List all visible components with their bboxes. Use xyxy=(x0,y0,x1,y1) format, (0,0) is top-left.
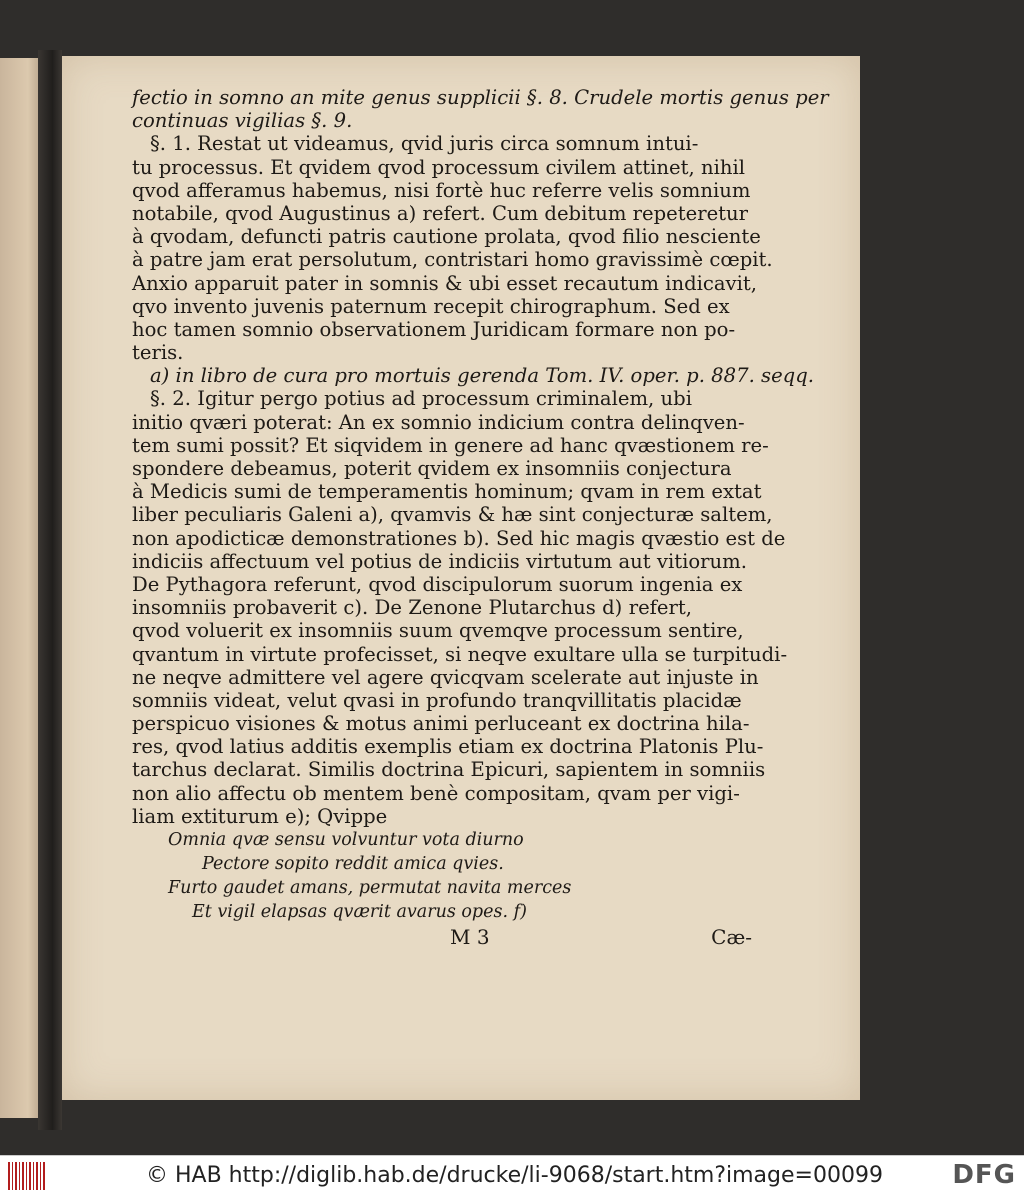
text-line: tem sumi possit? Et siqvidem in genere ad hanc qvæstionem re- xyxy=(132,433,769,457)
text-line: fectio in somno an mite genus supplicii §. 8. Crudele mortis genus per xyxy=(132,86,829,109)
text-line: §. 2. Igitur pergo potius ad processum criminalem, ubi xyxy=(150,387,692,411)
footnote: a) in libro de cura pro mortuis gerenda Tom. IV. oper. p. 887. seqq. xyxy=(150,364,814,388)
page-text xyxy=(132,86,829,956)
text-line: qvantum in virtute profecisset, si neqve exultare ulla se turpitudi- xyxy=(132,642,788,666)
text-line: non alio affectu ob mentem benè compositam, qvam per vigi- xyxy=(132,781,740,805)
verse-line: Et vigil elapsas qværit avarus opes. f) xyxy=(192,902,527,922)
text-line: qvo invento juvenis paternum recepit chirographum. Sed ex xyxy=(132,294,730,318)
verse-line: Furto gaudet amans, permutat navita merces xyxy=(168,878,572,898)
text-line: somniis videat, velut qvasi in profundo tranqvillitatis placidæ xyxy=(132,688,742,712)
text-line: §. 1. Restat ut videamus, qvid juris circa somnum intui- xyxy=(150,132,699,156)
hab-logo-icon xyxy=(8,1162,46,1190)
text-line: teris. xyxy=(132,341,184,365)
text-line: Anxio apparuit pater in somnis & ubi esset recautum indicavit, xyxy=(132,271,757,295)
facing-page-edge xyxy=(0,58,40,1118)
signature-mark: M 3 xyxy=(450,925,490,949)
text-line: indiciis affectuum vel potius de indiciis virtutum aut vitiorum. xyxy=(132,549,747,573)
text-line: à Medicis sumi de temperamentis hominum; qvam in rem extat xyxy=(132,480,762,504)
text-line: à patre jam erat persolutum, contristari homo gravissimè cœpit. xyxy=(132,248,773,272)
text-line: insomniis probaverit c). De Zenone Plutarchus d) refert, xyxy=(132,596,692,620)
text-line: continuas vigilias §. 9. xyxy=(132,109,353,133)
text-line: initio qværi poterat: An ex somnio indicium contra delinqven- xyxy=(132,410,745,434)
text-line: perspicuo visiones & motus animi perluceant ex doctrina hila- xyxy=(132,712,750,736)
verse-line: Pectore sopito reddit amica qvies. xyxy=(202,854,504,874)
dfg-logo: DFG xyxy=(952,1160,1016,1190)
text-line: De Pythagora referunt, qvod discipulorum suorum ingenia ex xyxy=(132,572,743,596)
book-page xyxy=(62,56,860,1100)
text-line: qvod voluerit ex insomniis suum qvemqve processum sentire, xyxy=(132,619,744,643)
text-line: hoc tamen somnio observationem Juridicam formare non po- xyxy=(132,317,736,341)
page-footer-marks xyxy=(132,925,752,956)
text-line: ne neqve admittere vel agere qvicqvam scelerate aut injuste in xyxy=(132,665,759,689)
text-line: res, qvod latius additis exemplis etiam ex doctrina Platonis Plu- xyxy=(132,735,764,759)
text-line: spondere debeamus, poterit qvidem ex insomniis conjectura xyxy=(132,457,732,480)
text-line: tu processus. Et qvidem qvod processum civilem attinet, nihil xyxy=(132,155,745,179)
text-line: tarchus declarat. Similis doctrina Epicuri, sapientem in somniis xyxy=(132,758,766,782)
text-line: qvod afferamus habemus, nisi fortè huc referre velis somnium xyxy=(132,178,751,202)
text-line: notabile, qvod Augustinus a) refert. Cum debitum repeteretur xyxy=(132,201,749,225)
text-line: à qvodam, defuncti patris cautione prolata, qvod filio nesciente xyxy=(132,225,761,249)
catchword: Cæ- xyxy=(711,925,752,949)
verse-line: Omnia qvæ sensu volvuntur vota diurno xyxy=(168,830,524,850)
text-line: non apodicticæ demonstrationes b). Sed hic magis qvæstio est de xyxy=(132,526,786,550)
viewer-footer xyxy=(0,1155,1024,1196)
text-line: liam extiturum e); Qvippe xyxy=(132,804,388,828)
book-gutter xyxy=(38,50,62,1130)
copyright-link[interactable]: © HAB http://diglib.hab.de/drucke/li-9068/start.htm?image=00099 xyxy=(146,1163,883,1188)
text-line: liber peculiaris Galeni a), qvamvis & hæ sint conjecturæ saltem, xyxy=(132,503,773,527)
